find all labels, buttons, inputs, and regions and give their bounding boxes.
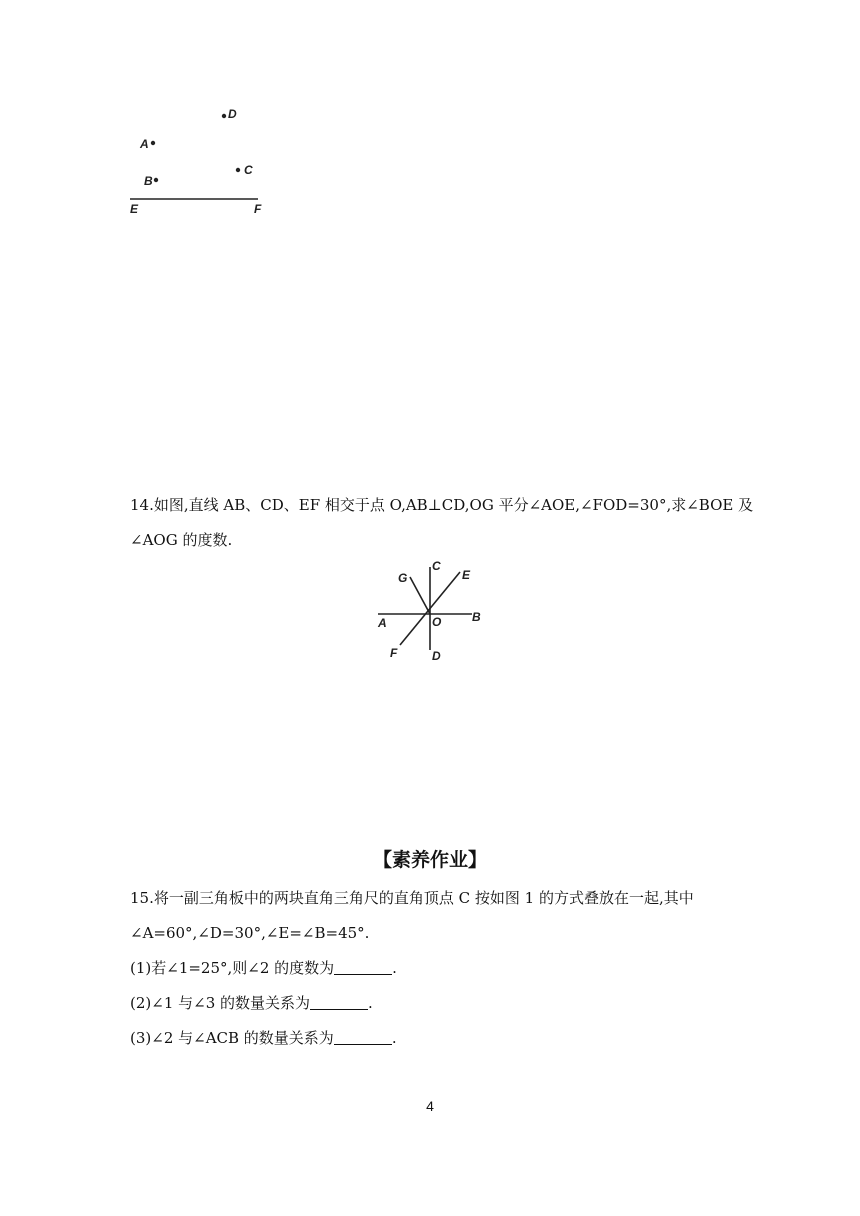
label-g: G [398, 571, 408, 585]
point-b [154, 178, 158, 182]
part-2-period: . [368, 994, 373, 1012]
label-e: E [130, 202, 139, 216]
label-o: O [432, 615, 442, 629]
point-d [222, 114, 226, 118]
label-d: D [432, 649, 441, 663]
question-15-part-1 [130, 958, 397, 978]
label-f: F [390, 646, 398, 660]
label-c: C [432, 559, 441, 573]
part-3-text: (3)∠2 与∠ACB 的数量关系为 [130, 1029, 334, 1047]
question-15-part-3 [130, 1028, 397, 1048]
question-14-line-1: 14.如图,直线 AB、CD、EF 相交于点 O,AB⊥CD,OG 平分∠AOE,∠FOD=30°,求∠BOE 及 [130, 496, 754, 514]
label-f: F [254, 202, 262, 216]
question-15-line-2: ∠A=60°,∠D=30°,∠E=∠B=45°. [130, 924, 370, 942]
label-a: A [378, 616, 387, 630]
question-15-line-1: 15.将一副三角板中的两块直角三角尺的直角顶点 C 按如图 1 的方式叠放在一起,其中 [130, 889, 694, 907]
page-number: 4 [426, 1098, 434, 1114]
answer-blank-3[interactable] [334, 1030, 392, 1045]
label-d: D [228, 107, 237, 121]
part-1-period: . [392, 959, 397, 977]
figure-14-diagram [370, 555, 490, 665]
question-14-line-2: ∠AOG 的度数. [130, 531, 233, 549]
label-a: A [140, 137, 149, 151]
ray-og [410, 577, 430, 614]
label-c: C [244, 163, 253, 177]
point-a [151, 141, 155, 145]
answer-blank-2[interactable] [310, 995, 368, 1010]
label-b: B [144, 174, 153, 188]
part-1-text: (1)若∠1=25°,则∠2 的度数为 [130, 959, 335, 977]
question-15-part-2 [130, 993, 373, 1013]
point-c [236, 168, 240, 172]
figure-13-diagram [120, 100, 280, 220]
section-title: 【素养作业】 [372, 849, 487, 871]
part-3-period: . [391, 1029, 397, 1047]
label-b: B [472, 610, 481, 624]
label-e: E [462, 568, 471, 582]
part-2-text: (2)∠1 与∠3 的数量关系为 [130, 994, 311, 1012]
answer-blank-1[interactable] [334, 960, 392, 975]
